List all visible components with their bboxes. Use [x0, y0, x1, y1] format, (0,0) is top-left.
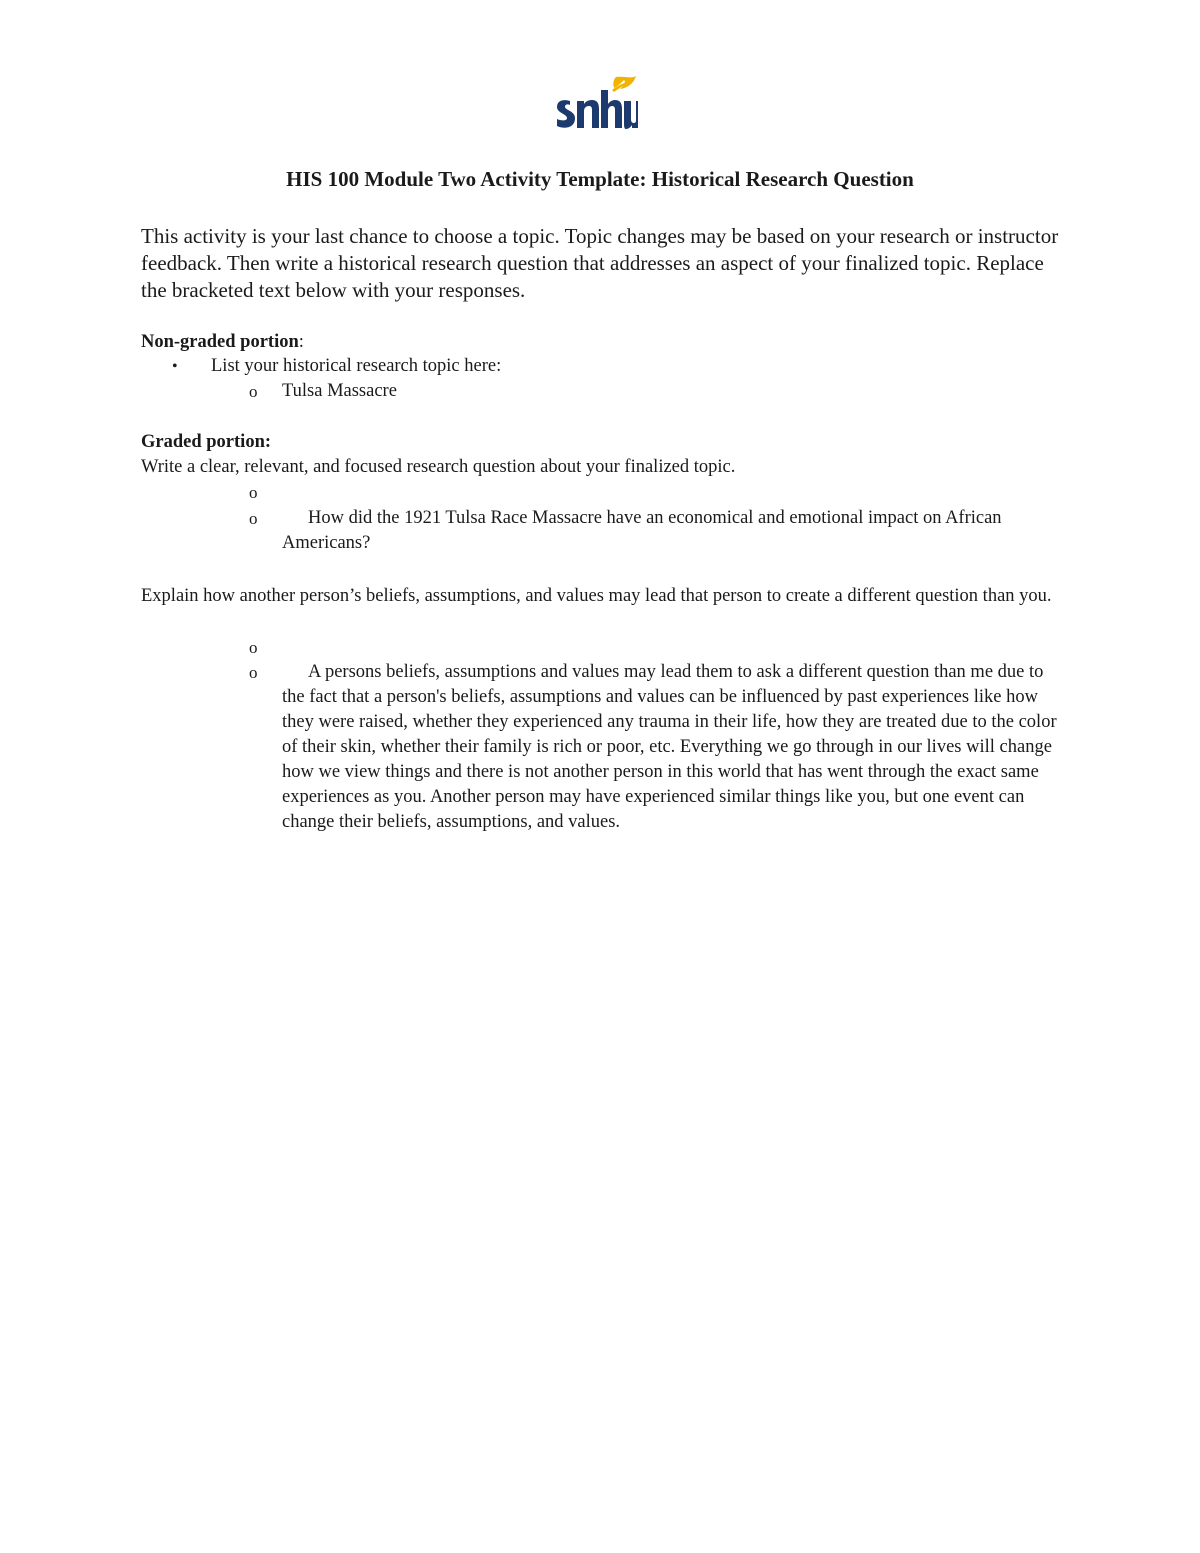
intro-paragraph: This activity is your last chance to choose a topic. Topic changes may be based on your research or instructor feedback. Then write a historical research question that addresses an aspect of your finalized topic. Replace the bracketed text below with your responses. — [141, 224, 1059, 302]
graded-heading: Graded portion: — [141, 432, 272, 452]
sub-bullet-marker: o — [249, 663, 258, 682]
empty-sub-bullet-marker: o — [249, 483, 258, 502]
non-graded-heading — [141, 330, 304, 355]
sub-bullet-marker: o — [249, 509, 258, 528]
snhu-logo-icon — [554, 74, 638, 134]
non-graded-heading-text: Non-graded portion — [141, 332, 299, 352]
empty-sub-bullet-marker: o — [249, 638, 258, 657]
topic-list-item-label: List your historical research topic here: — [211, 356, 502, 376]
perspective-prompt: Explain how another person’s beliefs, assumptions, and values may lead that person to create a different question than you. — [141, 586, 1052, 606]
research-topic-value[interactable]: Tulsa Massacre — [282, 381, 397, 401]
research-question-prompt: Write a clear, relevant, and focused research question about your finalized topic. — [141, 457, 736, 477]
sub-bullet-marker: o — [249, 382, 258, 401]
perspective-answer[interactable]: A persons beliefs, assumptions and values may lead them to ask a different question than me due to the fact that a person's beliefs, assumptions and values can be influenced by past experiences like how they were raised, whether they experienced any trauma in their life, how they are treated due to the color of their skin, whether their family is rich or poor, etc. Everything we go through in our lives will change how we view things and there is not another person in this world that has went through the exact same experiences as you. Another person may have experienced similar things like you, but one event can change their beliefs, assumptions, and values. — [282, 662, 1057, 832]
research-question-answer[interactable]: How did the 1921 Tulsa Race Massacre have an economical and emotional impact on African Americans? — [282, 508, 1002, 553]
bullet-icon: • — [172, 358, 178, 375]
non-graded-heading-colon: : — [298, 332, 304, 352]
document-title: HIS 100 Module Two Activity Template: Historical Research Question — [286, 167, 914, 191]
